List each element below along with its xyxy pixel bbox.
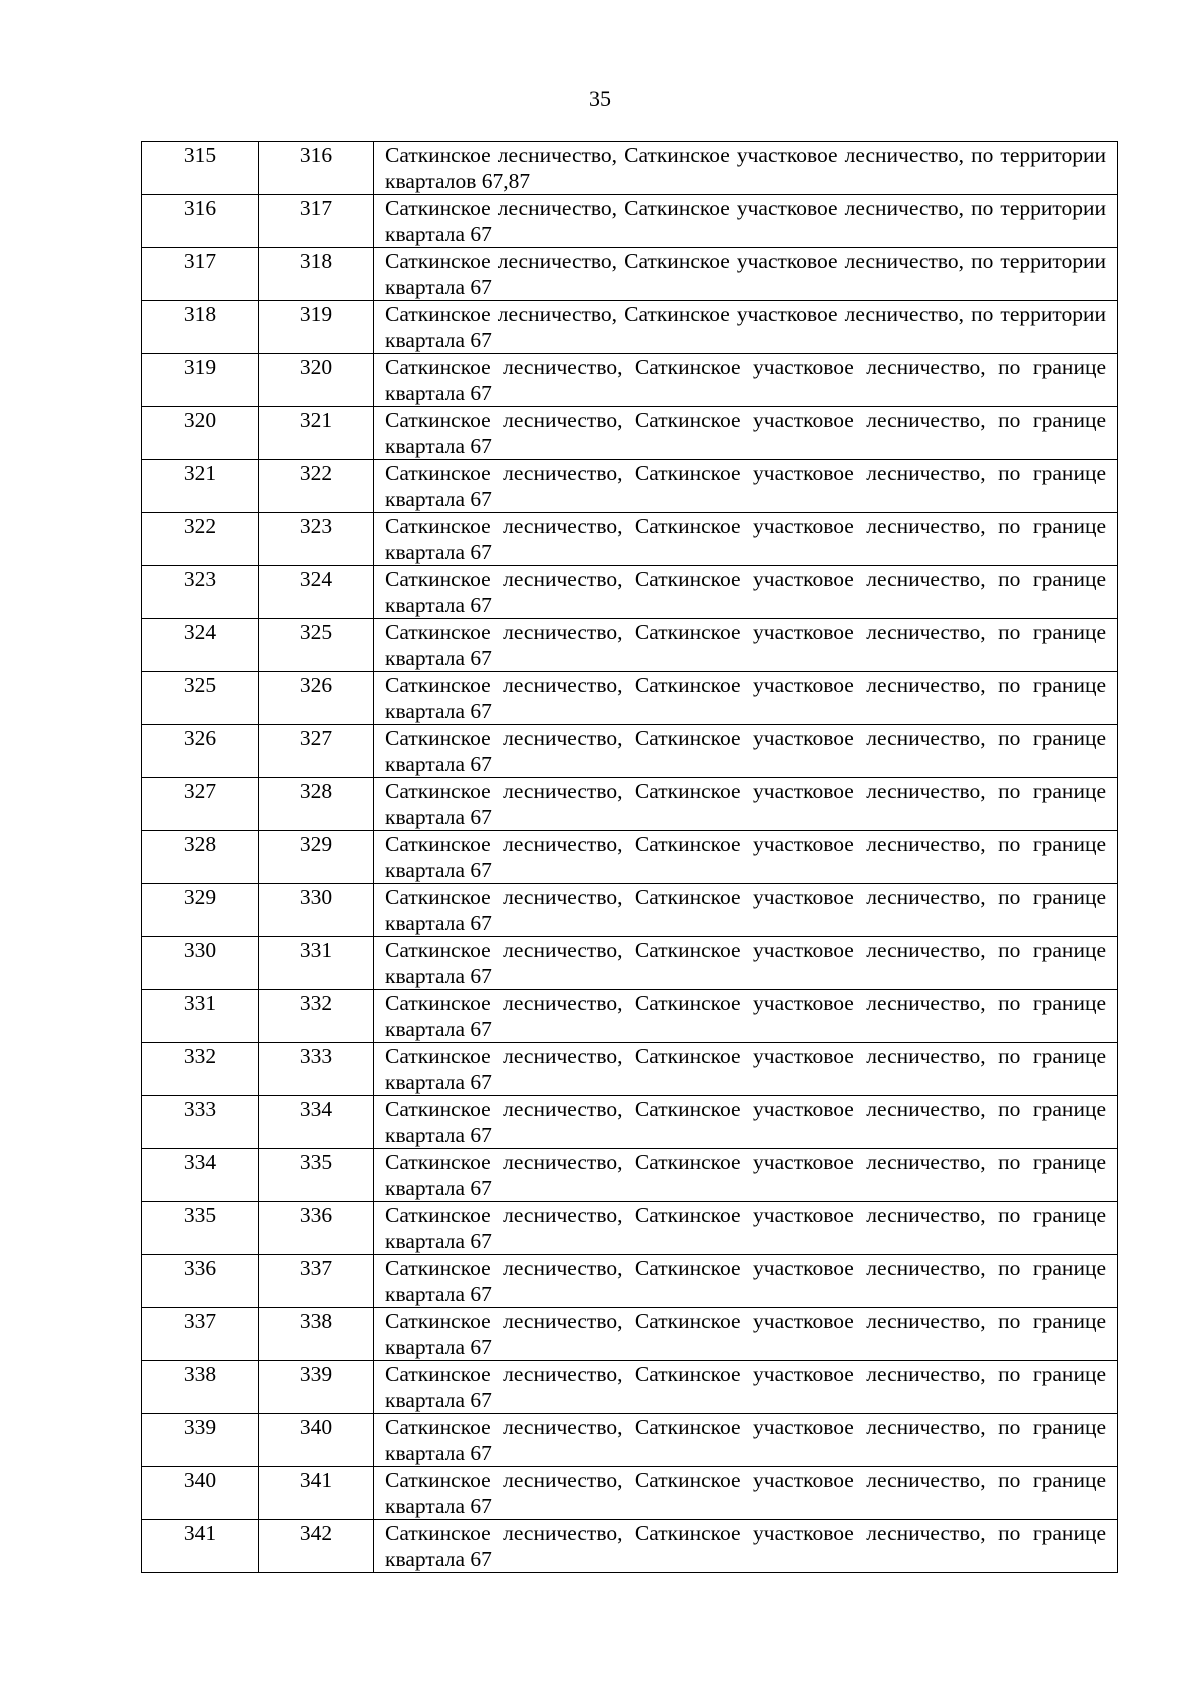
point-from-cell: 317 <box>142 248 259 301</box>
point-to-cell: 330 <box>259 884 374 937</box>
point-from-cell: 333 <box>142 1096 259 1149</box>
point-from-cell: 316 <box>142 195 259 248</box>
description-cell: Саткинское лесничество, Саткинское участковое лесничество, по границе квартала 67 <box>374 725 1118 778</box>
description-cell: Саткинское лесничество, Саткинское участковое лесничество, по границе квартала 67 <box>374 619 1118 672</box>
point-to-cell: 338 <box>259 1308 374 1361</box>
description-cell: Саткинское лесничество, Саткинское участковое лесничество, по границе квартала 67 <box>374 831 1118 884</box>
point-from-cell: 337 <box>142 1308 259 1361</box>
description-cell: Саткинское лесничество, Саткинское участковое лесничество, по границе квартала 67 <box>374 1202 1118 1255</box>
description-cell: Саткинское лесничество, Саткинское участковое лесничество, по границе квартала 67 <box>374 1467 1118 1520</box>
description-cell: Саткинское лесничество, Саткинское участковое лесничество, по границе квартала 67 <box>374 1096 1118 1149</box>
point-from-cell: 332 <box>142 1043 259 1096</box>
point-to-cell: 319 <box>259 301 374 354</box>
point-from-cell: 341 <box>142 1520 259 1573</box>
description-cell: Саткинское лесничество, Саткинское участковое лесничество, по границе квартала 67 <box>374 1255 1118 1308</box>
point-from-cell: 320 <box>142 407 259 460</box>
table-row <box>142 619 1118 672</box>
point-to-cell: 326 <box>259 672 374 725</box>
table-row <box>142 725 1118 778</box>
point-from-cell: 321 <box>142 460 259 513</box>
point-to-cell: 329 <box>259 831 374 884</box>
point-from-cell: 334 <box>142 1149 259 1202</box>
point-from-cell: 322 <box>142 513 259 566</box>
point-to-cell: 335 <box>259 1149 374 1202</box>
point-to-cell: 322 <box>259 460 374 513</box>
point-from-cell: 340 <box>142 1467 259 1520</box>
description-cell: Саткинское лесничество, Саткинское участковое лесничество, по границе квартала 67 <box>374 778 1118 831</box>
point-from-cell: 338 <box>142 1361 259 1414</box>
description-cell: Саткинское лесничество, Саткинское участковое лесничество, по границе квартала 67 <box>374 1149 1118 1202</box>
point-from-cell: 328 <box>142 831 259 884</box>
table-row <box>142 513 1118 566</box>
point-to-cell: 331 <box>259 937 374 990</box>
table-row <box>142 407 1118 460</box>
table-row <box>142 1414 1118 1467</box>
table-row <box>142 1361 1118 1414</box>
table-row <box>142 1467 1118 1520</box>
table-row <box>142 566 1118 619</box>
point-to-cell: 341 <box>259 1467 374 1520</box>
point-from-cell: 315 <box>142 142 259 195</box>
point-from-cell: 339 <box>142 1414 259 1467</box>
table-row <box>142 248 1118 301</box>
point-from-cell: 323 <box>142 566 259 619</box>
point-to-cell: 324 <box>259 566 374 619</box>
description-cell: Саткинское лесничество, Саткинское участковое лесничество, по границе квартала 67 <box>374 1520 1118 1573</box>
point-to-cell: 340 <box>259 1414 374 1467</box>
table-row <box>142 142 1118 195</box>
point-to-cell: 327 <box>259 725 374 778</box>
table-row <box>142 884 1118 937</box>
point-to-cell: 334 <box>259 1096 374 1149</box>
table-row <box>142 778 1118 831</box>
description-cell: Саткинское лесничество, Саткинское участковое лесничество, по границе квартала 67 <box>374 566 1118 619</box>
point-from-cell: 324 <box>142 619 259 672</box>
boundary-table <box>141 141 1118 1573</box>
point-to-cell: 328 <box>259 778 374 831</box>
description-cell: Саткинское лесничество, Саткинское участковое лесничество, по границе квартала 67 <box>374 407 1118 460</box>
description-cell: Саткинское лесничество, Саткинское участковое лесничество, по границе квартала 67 <box>374 1414 1118 1467</box>
point-to-cell: 332 <box>259 990 374 1043</box>
point-from-cell: 327 <box>142 778 259 831</box>
table-row <box>142 354 1118 407</box>
table-row <box>142 1255 1118 1308</box>
table-row <box>142 195 1118 248</box>
point-from-cell: 336 <box>142 1255 259 1308</box>
point-to-cell: 318 <box>259 248 374 301</box>
point-to-cell: 317 <box>259 195 374 248</box>
description-cell: Саткинское лесничество, Саткинское участковое лесничество, по территории квартала 67 <box>374 195 1118 248</box>
description-cell: Саткинское лесничество, Саткинское участковое лесничество, по границе квартала 67 <box>374 1361 1118 1414</box>
table-row <box>142 937 1118 990</box>
point-to-cell: 342 <box>259 1520 374 1573</box>
table-row <box>142 1202 1118 1255</box>
point-to-cell: 337 <box>259 1255 374 1308</box>
page-number: 35 <box>589 86 611 111</box>
point-to-cell: 323 <box>259 513 374 566</box>
description-cell: Саткинское лесничество, Саткинское участковое лесничество, по границе квартала 67 <box>374 937 1118 990</box>
table-row <box>142 1308 1118 1361</box>
description-cell: Саткинское лесничество, Саткинское участковое лесничество, по территории квартала 67 <box>374 301 1118 354</box>
description-cell: Саткинское лесничество, Саткинское участковое лесничество, по территории квартала 67 <box>374 248 1118 301</box>
description-cell: Саткинское лесничество, Саткинское участковое лесничество, по границе квартала 67 <box>374 884 1118 937</box>
point-from-cell: 331 <box>142 990 259 1043</box>
description-cell: Саткинское лесничество, Саткинское участковое лесничество, по границе квартала 67 <box>374 1308 1118 1361</box>
description-cell: Саткинское лесничество, Саткинское участковое лесничество, по границе квартала 67 <box>374 672 1118 725</box>
point-to-cell: 316 <box>259 142 374 195</box>
table-body <box>142 142 1118 1573</box>
point-to-cell: 336 <box>259 1202 374 1255</box>
description-cell: Саткинское лесничество, Саткинское участковое лесничество, по границе квартала 67 <box>374 460 1118 513</box>
table-row <box>142 990 1118 1043</box>
table-row <box>142 1149 1118 1202</box>
table-row <box>142 301 1118 354</box>
point-from-cell: 326 <box>142 725 259 778</box>
description-cell: Саткинское лесничество, Саткинское участковое лесничество, по границе квартала 67 <box>374 513 1118 566</box>
point-from-cell: 335 <box>142 1202 259 1255</box>
table-row <box>142 672 1118 725</box>
table-row <box>142 1520 1118 1573</box>
table-row <box>142 460 1118 513</box>
point-from-cell: 319 <box>142 354 259 407</box>
point-to-cell: 320 <box>259 354 374 407</box>
table-row <box>142 1096 1118 1149</box>
description-cell: Саткинское лесничество, Саткинское участковое лесничество, по территории кварталов 67,87 <box>374 142 1118 195</box>
point-to-cell: 321 <box>259 407 374 460</box>
point-from-cell: 329 <box>142 884 259 937</box>
description-cell: Саткинское лесничество, Саткинское участковое лесничество, по границе квартала 67 <box>374 990 1118 1043</box>
table-row <box>142 831 1118 884</box>
description-cell: Саткинское лесничество, Саткинское участковое лесничество, по границе квартала 67 <box>374 1043 1118 1096</box>
point-from-cell: 325 <box>142 672 259 725</box>
point-from-cell: 318 <box>142 301 259 354</box>
table-row <box>142 1043 1118 1096</box>
point-from-cell: 330 <box>142 937 259 990</box>
point-to-cell: 325 <box>259 619 374 672</box>
point-to-cell: 339 <box>259 1361 374 1414</box>
point-to-cell: 333 <box>259 1043 374 1096</box>
description-cell: Саткинское лесничество, Саткинское участковое лесничество, по границе квартала 67 <box>374 354 1118 407</box>
